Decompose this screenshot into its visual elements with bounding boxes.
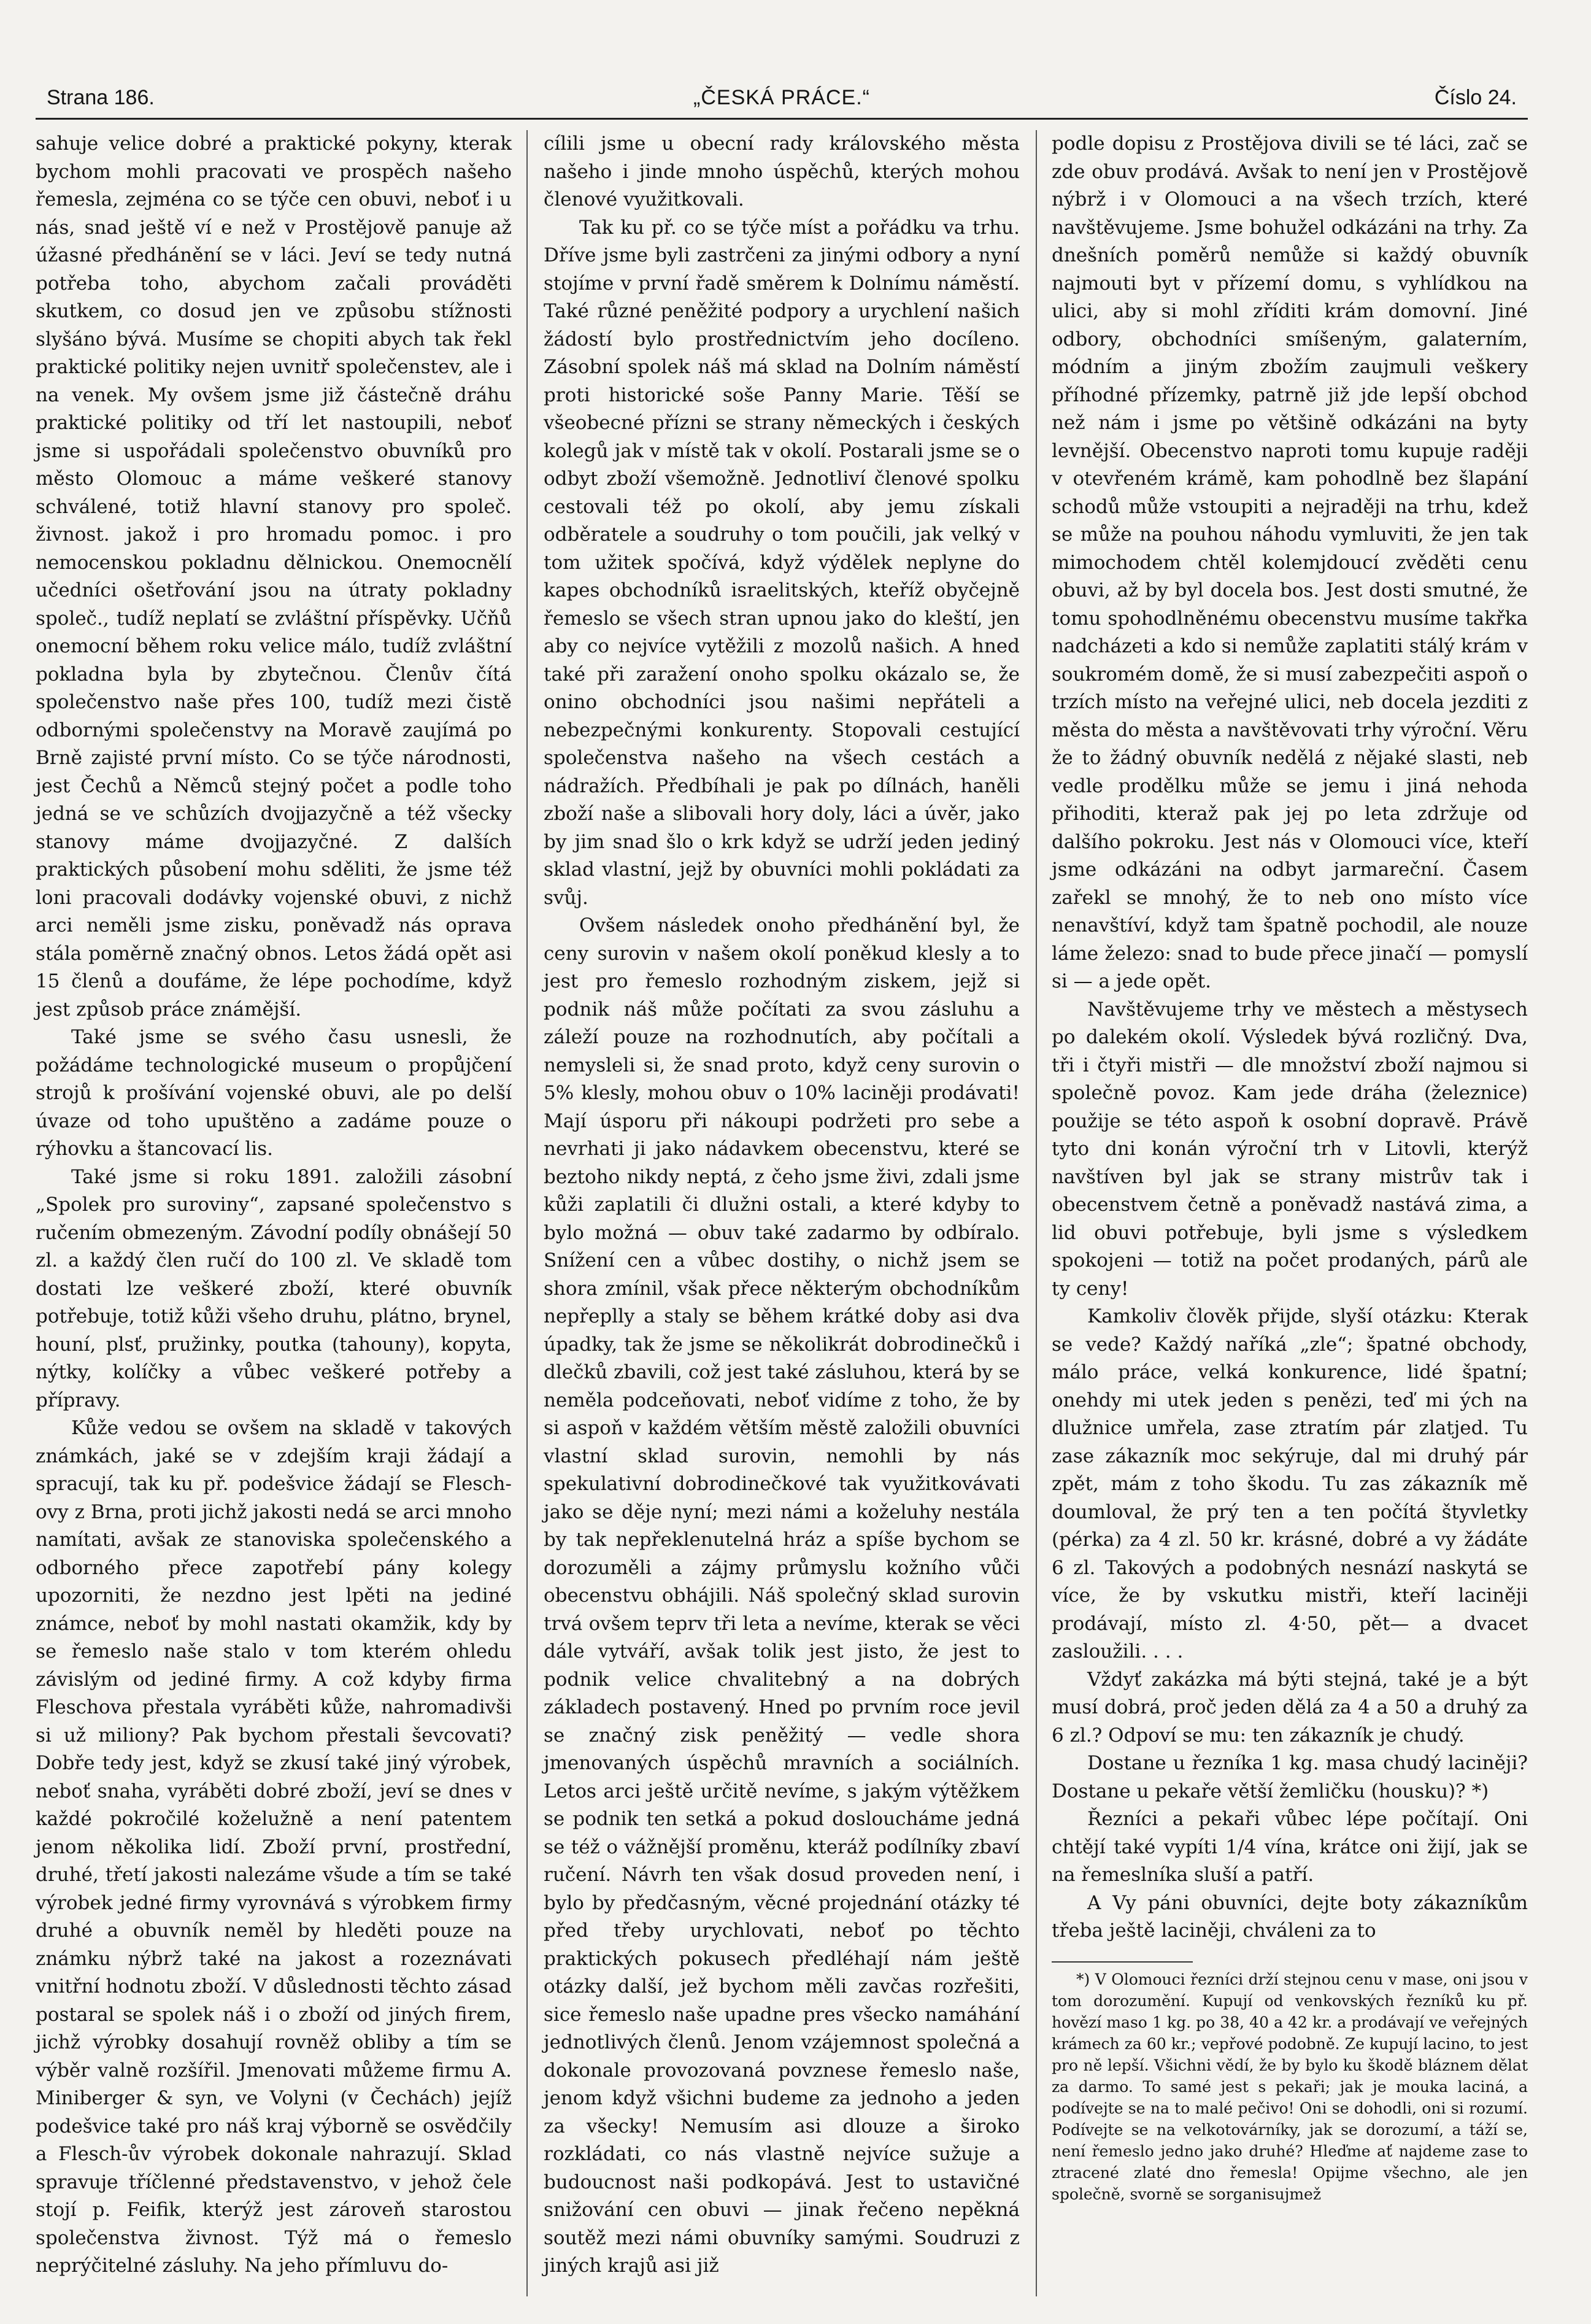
page-number: Strana 186.	[47, 86, 155, 109]
newspaper-title: „ČESKÁ PRÁCE.“	[693, 86, 870, 109]
paragraph: Ovšem následek onoho předhánění byl, že ceny surovin v našem okolí poněkud klesly a to jest pro řemeslo rozhodným ziskem, jejž si podnik náš může počítati za svou zásluhu a záleží pouze na rozhodnutích, aby počítali a nemysleli si, že snad proto, když ceny surovin o 5% klesly, mohou obuv o 10% laciněji prodávati! Mají úsporu při nákoupi podržeti pro sebe a nevrhati ji jako nádavkem obecenstvu, které se beztoho nikdy neptá, z čeho jsme živi, zdali jsme kůži zaplatili či dlužni ostali, a které kdyby to bylo možná — obuv také zadarmo by odbíralo. Snížení cen a vůbec dostihy, o nichž jsem se shora zmínil, však přece některým obchodníkům nepřeplly a staly se během krátké doby asi dva úpadky, tak že jsme se několikrát dobrodinečků i dlečků zbavili, což jest také zásluhou, která by se neměla podceňovati, neboť vidíme z toho, že by si aspoň v každém větším městě založili obuvníci vlastní sklad surovin, nemohli by nás spekulativní dobrodinečkové tak využitkovávati jako se děje nyní; mezi námi a koželuhy nestála by tak nepřeklenutelná hráz a spíše bychom se dorozuměli a zájmy průmyslu kožního vůči obecenstvu obhájili. Náš společný sklad surovin trvá ovšem teprv tři leta a nevíme, kterak se věci dále vytváří, avšak tolik jest jisto, že jest to podnik velice chvalitebný a na dobrých základech postavený. Hned po prvním roce jevil se značný zisk peněžitý — vedle shora jmenovaných úspěchů mravních a sociálních. Letos arci ještě určitě nevíme, s jakým výtěžkem se podnik ten setká a pokud dosloucháme jedná se též o vážnější proměnu, kteráž podílníky zbaví ručení. Návrh ten však dosud proveden není, i bylo by předčasným, věcné projednání otázky té před třeby urychlovati, neboť po těchto praktických pokusech předléhají nám ještě otázky další, jež bychom měli zavčas rozřešiti, sice řemeslo naše upadne pres všecko namáhání jednotlivých členů. Jenom vzájemnost společná a dokonale provozovaná povznese řemeslo naše, jenom když všichni budeme za jednoho a jeden za všecky! Nemusím asi dlouze a široko rozkládati, co nás vlastně nejvíce sužuje a budoucnost naši podkopává. Jest to ustavičné snižování cen obuvi — jinak řečeno nepěkná soutěž mezi námi obuvníky samými. Soudruzi z jiných krajů asi již	[544, 914, 1020, 2277]
paragraph: A Vy páni obuvníci, dejte boty zákazníkům třeba ještě laciněji, chváleni za to	[1052, 1891, 1528, 1942]
footnote-rule	[1052, 1961, 1193, 1963]
footnote	[1052, 1969, 1528, 2205]
column-2	[544, 130, 1020, 2280]
paragraph: Kamkoliv člověk přijde, slyší otázku: Kterak se vede? Každý naříká „zle“; špatné obchody, málo práce, velká konkurence, lidé špatní; onehdy mi utek jeden s penězi, teď mi ých na dlužnice umřela, zase ztratím pár zlatjed. Tu zase zákazník moc sekýruje, dal mi druhý pár zpět, mám z toho škodu. Tu zas zákazník mě doumloval, že prý ten a ten počítá štyvletky (pérka) za 4 zl. 50 kr. krásné, dobré a vy žádáte 6 zl. Takových a podobných nesnází naskytá se více, že by vskutku mistři, kteří laciněji prodávají, místo zl. 4·50, pět— a dvacet zasloužili. . . .	[1052, 1305, 1528, 1662]
column-1	[36, 130, 512, 2280]
paragraph: Také jsme si roku 1891. založili zásobní „Spolek pro suroviny“, zapsané společenstvo s ručením obmezeným. Závodní podíly obnášejí 50 zl. a každý člen ručí do 100 zl. Ve skladě tom dostati lze veškeré zboží, které obuvník potřebuje, totiž kůži všeho druhu, plátno, brynel, houní, plsť, pružinky, poutka (tahouny), kopyta, nýtky, kolíčky a vůbec veškeré potřeby a přípravy.	[36, 1165, 512, 1411]
issue-number: Číslo 24.	[1434, 86, 1517, 109]
paragraph: Vždyť zakázka má býti stejná, také je a být musí dobrá, proč jeden dělá za 4 a 50 a druhý za 6 zl.? Odpoví se mu: ten zákazník je chudý.	[1052, 1668, 1528, 1747]
column-3	[1052, 130, 1528, 2205]
paragraph: podle dopisu z Prostějova divili se té láci, zač se zde obuv prodává. Avšak to není jen v Prostějově nýbrž i v Olomouci a na všech trzích, které navštěvujeme. Jsme bohužel odkázáni na trhy. Za dnešních poměrů nemůže si každý obuvník najmouti byt v přízemí domu, s vyhlídkou na ulici, aby si mohl zříditi krám domovní. Jiné odbory, obchodníci smíšeným, galaterním, módním a jiným zbožím zaujmuli veškery příhodné přízemky, patrně již jde lepší obchod než nám i jsme po většině odkázáni na byty levnější. Obecenstvo naproti tomu kupuje raději v otevřeném krámě, kam pohodlně bez šlapání schodů může vstoupiti a nejraději na trhu, kdež se může na pouhou náhodu vymluviti, že jen tak mimochodem chtěl kolemjdoucí zvěděti cenu obuvi, až by byl docela bos. Jest dosti smutné, že tomu spohodlněnému obecenstvu musíme takřka nadcházeti a kdo si nemůže zaplatiti stálý krám v soukromém domě, že si musí zabezpečiti aspoň o trzích místo na veřejné ulici, neb docela jezditi z města do města a navštěvovati trhy výroční. Věru že to žádný obuvník nedělá z nějaké slasti, neb vedle prodělku může se jemu i jiná nehoda přihoditi, kteraž pak jej po leta zdržuje od dalšího pokroku. Jest nás v Olomouci více, kteří jsme odkázáni na odbyt jarmareční. Časem zařekl se mnohý, že to neb ono místo více nenavštíví, když tam špatně pochodil, ale nouze láme železo: snad to bude přece jinačí — pomyslí si — a jede opět.	[1052, 133, 1528, 992]
column-divider	[526, 130, 528, 2296]
header-rule	[36, 118, 1528, 120]
page-header	[36, 79, 1528, 115]
paragraph: Navštěvujeme trhy ve městech a městysech po dalekém okolí. Výsledek bývá rozličný. Dva, tři i čtyři mistři — dle množství zboží najmou si společně povoz. Kam jede dráha (železnice) použije se této aspoň k osobní dopravě. Právě tyto dni konán výroční trh v Litovli, kterýž navštíven byl jak se strany mistrův tak i obecenstvem četně a poněvadž nastává zima, a lid obuvi potřebuje, byli jsme s výsledkem spokojeni — totiž na počet prodaných, párů ale ty ceny!	[1052, 998, 1528, 1300]
column-divider	[1036, 130, 1037, 2296]
paragraph: Tak ku př. co se týče míst a pořádku va trhu. Dříve jsme byli zastrčeni za jinými odbory a nyní stojíme v první řadě směrem k Dolnímu náměstí. Také různé peněžité podpory a urychlení našich žádostí bylo prostřednictvím jeho docíleno. Zásobní spolek náš má sklad na Dolním náměstí proti historické soše Panny Marie. Těší se všeobecné přízni se strany německých i českých kolegů jak v místě tak v okolí. Postarali jsme se o odbyt zboží všemožně. Jednotliví členové spolku cestovali též po okolí, aby jemu získali odběratele a soudruhy o tom poučili, jak velký v tom užitek spočívá, když výdělek neplyne do kapes obchodníků israelitských, kteříž obyčejně řemeslo se všech stran upnou jako do kleští, jen aby co nejvíce vytěžili z mozolů našich. A hned také při zaražení onoho spolku okázalo se, že onino obchodníci jsou našimi nepřáteli a nebezpečnými konkurenty. Stopovali cestující společenstva našeho na všech cestách a nádražích. Předbíhali je pak po dílnách, haněli zboží naše a slibovali hory doly, láci a úvěr, jako by jim snad šlo o krk když se udrží jeden jediný sklad vlastní, jejž by obuvníci mohli pokládati za svůj.	[544, 216, 1020, 909]
paragraph: sahuje velice dobré a praktické pokyny, kterak bychom mohli pracovati ve prospěch našeho řemesla, zejména co se týče cen obuvi, neboť i u nás, snad ještě ví e než v Prostějově panuje až úžasné předhánění se v láci. Jeví se tedy nutná potřeba toho, abychom začali prováděti skutkem, co dosud jen ve způsobu stížnosti slyšáno bývá. Musíme se chopiti abych tak řekl praktické politiky nejen uvnitř společenstev, ale i na venek. My ovšem jsme již částečně dráhu praktické politiky od tří let nastoupili, neboť jsme si uspořádali společenstvo obuvníků pro město Olomouc a máme veškeré stanovy schválené, totiž hlavní stanovy pro společ. živnost. jakož i pro hromadu pomoc. i pro nemocenskou pokladnu dělnickou. Onemocnělí učedníci ošetřování jsou na útraty pokladny společ., tudíž neplatí se zvláštní příspěvky. Učňů onemocní během roku velice málo, tudíž zvláštní pokladna byla by zbytečnou. Členův čítá společenstvo naše přes 100, tudíž mezi čistě odbornými společenstvy na Moravě zaujímá po Brně zajisté první místo. Co se týče národnosti, jest Čechů a Němců stejný počet a podle toho jedná se ve schůzích dvojjazyčně a též všecky stanovy máme dvojjazyčné. Z dalších praktických působení mohu sděliti, že jsme též loni pracovali dodávky vojenské obuvi, z nichž arci neměli jsme zisku, poněvadž nás oprava stála poměrně značný obnos. Letos žádá opět asi 15 členů a doufáme, že lépe pochodíme, když jest způsob práce známější.	[36, 133, 512, 1021]
footnote-text: *) V Olomouci řezníci drží stejnou cenu v mase, oni jsou v tom dorozumění. Kupují od venkovských řezníků ku př. hovězí maso 1 kg. po 38, 40 a 42 kr. a prodávají ve veřejných krámech za 60 kr.; vepřové podobně. Ze kupují lacino, to jest pro ně lepší. Všichni vědí, že by bylo ku škodě bláznem dělat za darmo. To samé jest s pekaři; jak je mouka laciná, a podívejte se na to malé pečivo! Oni se dohodli, oni si rozumí. Podívejte se na velkotovárníky, jak se dorozumí, a táží se, není řemeslo jedno jako druhé? Hleďme ať najdeme zase to ztracené zlaté dno řemesla! Opijme všechno, ale jen společně, svorně se sorganisujmež	[1052, 1970, 1528, 2203]
paragraph: Kůže vedou se ovšem na skladě v takových známkách, jaké se v zdejším kraji žádají a spracují, tak ku př. podešvice žádají se Flesch-ovy z Brna, proti jichž jakosti nedá se arci mnoho namítati, avšak ze stanoviska společenského a odborného přece zapotřebí pány kolegy upozorniti, že nezdno jest lpěti na jediné známce, neboť by mohl nastati okamžik, kdy by se řemeslo naše stalo v tom kterém ohledu závislým od jediné firmy. A což kdyby firma Fleschova přestala vyráběti kůže, nahromadivši si už miliony? Pak bychom přestali ševcovati? Dobře tedy jest, když se zkusí také jiný výrobek, neboť snaha, vyráběti dobré zboží, jeví se dnes v každé pokročilé koželužně a není patentem jenom několika lidí. Zboží první, prostřední, druhé, třetí jakosti nalezáme všude a tím se také výrobek jedné firmy vyrovnává s výrobkem firmy druhé a obuvník neměl by hleděti pouze na známku nýbrž také na jakost a rozeznávati vnitřní hodnotu zboží. V důslednosti těchto zásad postaral se spolek náš i o zboží od jiných firem, jichž výrobky dosahují rovněž obliby a tím se výběr valně rozšířil. Jmenovati můžeme firmu A. Miniberger & syn, ve Volyni (v Čechách) jejíž podešvice také pro náš kraj výborně se osvědčily a Flesch-ův výrobek dokonale nahrazují. Sklad spravuje tříčlenné představenstvo, v jehož čele stojí p. Feifik, kterýž jest zároveň starostou společenstva živnost. Týž má o řemeslo neprýčitelné zásluhy. Na jeho přímluvu do-	[36, 1417, 512, 2277]
paragraph: cílili jsme u obecní rady královského města našeho i jinde mnoho úspěchů, kterých mohou členové využitkovali.	[544, 133, 1020, 210]
paragraph: Dostane u řezníka 1 kg. masa chudý laciněji? Dostane u pekaře větší žemličku (housku)? *)	[1052, 1752, 1528, 1802]
paragraph: Řezníci a pekaři vůbec lépe počítají. Oni chtějí také vypíti 1/4 vína, krátce oni žijí, jak se na řemeslníka sluší a patří.	[1052, 1808, 1528, 1886]
paragraph: Také jsme se svého času usnesli, že požádáme technologické museum o propůjčení strojů k prošívání vojenské obuvi, ale po delší úvaze od toho upuštěno a zadáme pouze o rýhovku a štancovací lis.	[36, 1026, 512, 1160]
